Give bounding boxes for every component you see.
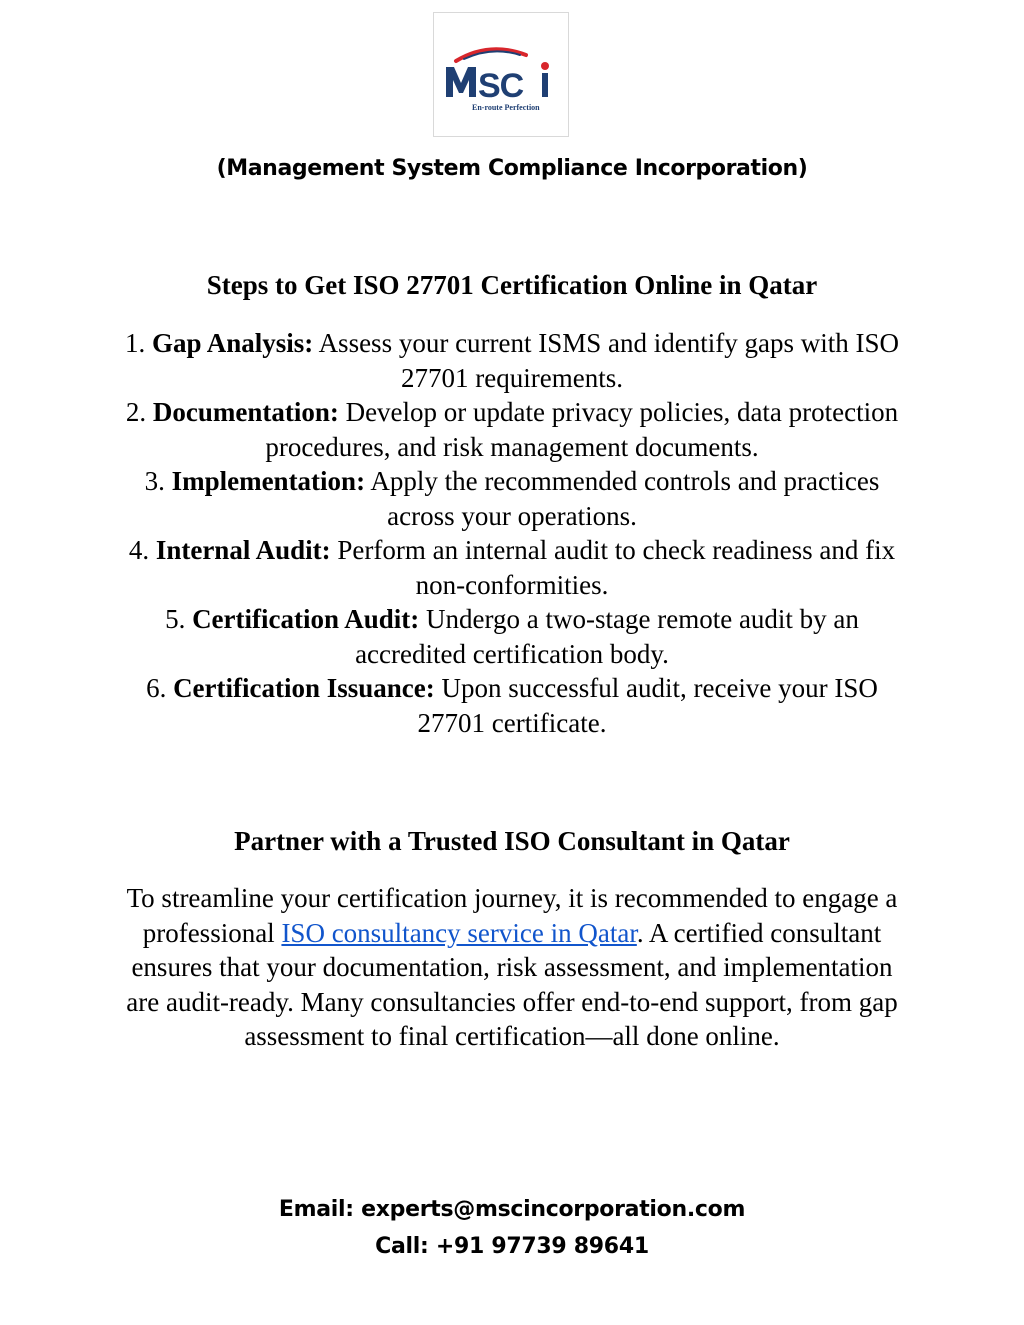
msci-logo-graphic [434,13,568,136]
paragraph-text-start: To streamline your certification journey, it is recommended to engage a professional [126,883,898,948]
step-item [112,671,912,740]
step-number: 4. [128,535,150,565]
step-item [112,395,912,464]
step-item [112,602,912,671]
step-number: 3. [144,466,165,496]
logo-tagline: En-route Perfection [472,103,540,112]
steps-heading: Steps to Get ISO 27701 Certification Online in Qatar [206,270,818,300]
step-item [112,326,912,395]
svg-text:SC: SC [478,67,524,105]
contact-email: Email: experts@mscincorporation.com [278,1197,746,1222]
step-title: Certification Audit: [192,604,420,634]
iso-consultancy-link[interactable]: ISO consultancy service in Qatar [281,917,637,948]
step-number: 1. [124,328,146,358]
step-item [112,464,912,533]
organization-name: (Management System Compliance Incorporation) [216,156,808,181]
step-text: Perform an internal audit to check readiness and fix non-conformities. [337,535,896,600]
step-title: Certification Issuance: [173,673,435,703]
partner-paragraph [112,881,912,1054]
step-number: 6. [146,673,167,703]
step-text: Undergo a two-stage remote audit by an accredited certification body. [355,604,859,669]
step-title: Implementation: [171,466,366,496]
paragraph-text-end: . A certified consultant ensures that your documentation, risk assessment, and implementation are audit-ready. Many consultancies offer end-to-end support, from gap assessment to final certification—all done online. [126,917,898,1052]
steps-list [112,326,912,740]
step-title: Gap Analysis: [151,328,314,358]
partner-heading: Partner with a Trusted ISO Consultant in Qatar [234,826,790,856]
step-text: Develop or update privacy policies, data protection procedures, and risk management documents. [265,397,899,462]
step-number: 2. [125,397,147,427]
step-title: Documentation: [152,397,339,427]
step-number: 5. [165,604,186,634]
logo [433,12,569,137]
step-text: Apply the recommended controls and practices across your operations. [370,466,880,531]
step-item [112,533,912,602]
step-text: Upon successful audit, receive your ISO 27701 certificate. [417,673,878,738]
contact-phone: Call: +91 97739 89641 [375,1234,649,1259]
step-title: Internal Audit: [155,535,331,565]
step-text: Assess your current ISMS and identify gaps with ISO 27701 requirements. [318,328,900,393]
